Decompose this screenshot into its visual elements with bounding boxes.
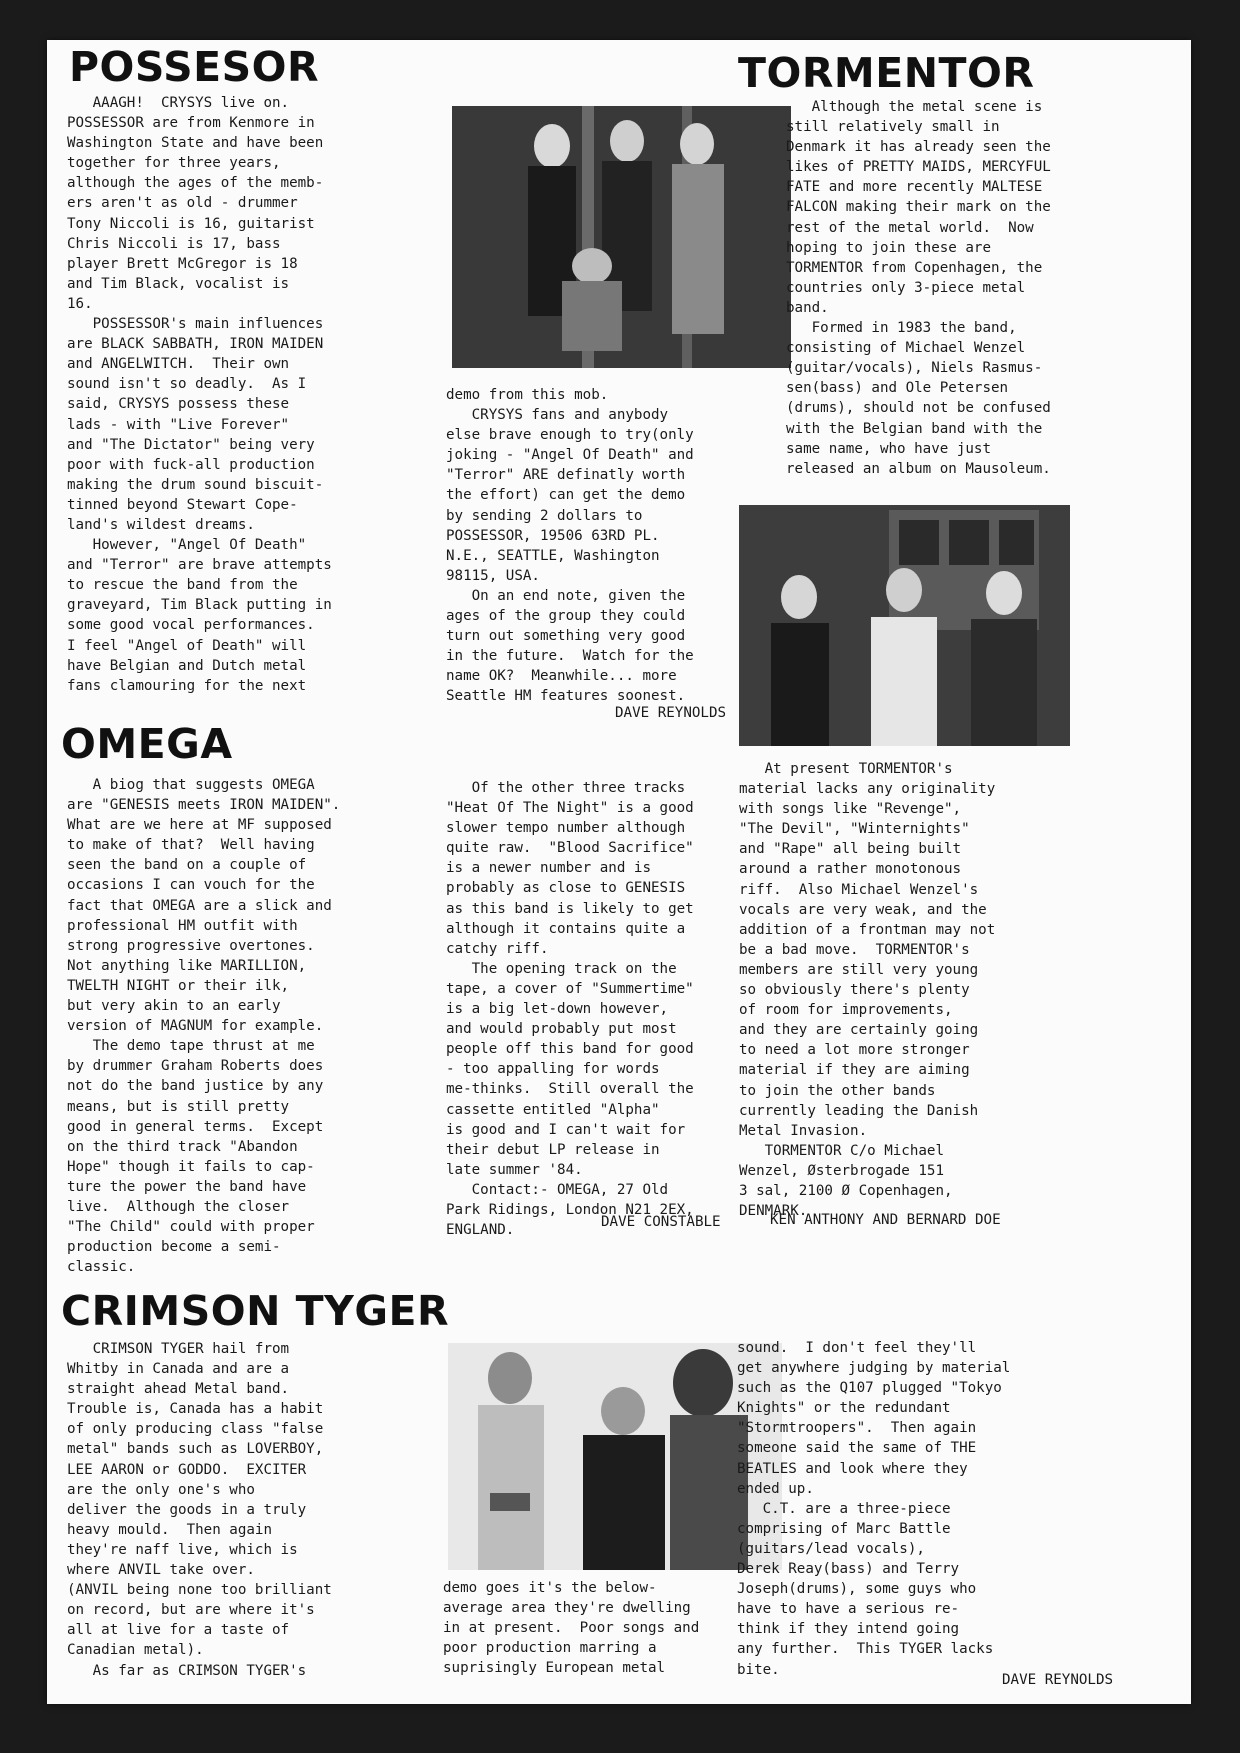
tormentor-col-top: Although the metal scene is still relatively small in Denmark it has already seen the likes of PRETTY MAIDS, MERCYFUL FATE and more recently MALTESE FALCON making their mark on the rest of the metal world. Now hoping to join these are TORMENTOR from Copenhagen, the countries only 3-piece metal band. Formed in 1983 the band, consisting of Michael Wenzel (guitar/vocals), Niels Rasmus- sen(bass) and Ole Petersen (drums), should not be confused with the Belgian band with the same name, who have just released an album on Mausoleum. [786, 99, 1051, 477]
omega-heading: OMEGA [61, 720, 233, 768]
omega-byline: DAVE CONSTABLE [601, 1214, 721, 1230]
crimson-tyger-byline: DAVE REYNOLDS [1002, 1672, 1114, 1688]
tormentor-band-photo [739, 505, 1070, 746]
tormentor-col-bottom: At present TORMENTOR's material lacks any originality with songs like "Revenge", "The Devil", "Winternights" and "Rape" all being built around a rather monotonous riff. Also Michael Wenzel's vocals are very weak, and the addition of a frontman may not be a bad move. TORMENTOR's members are still very young so obviously there's plenty of room for improvements, and they are certainly going to need a lot more stronger material if they are aiming to join the other bands currently leading the Danish Metal Invasion. TORMENTOR C/o Michael Wenzel, Østerbrogade 151 3 sal, 2100 Ø Copenhagen, DENMARK. [739, 761, 996, 1220]
tormentor-byline: KEN ANTHONY AND BERNARD DOE [770, 1212, 1001, 1228]
omega-col-1: A biog that suggests OMEGA are "GENESIS meets IRON MAIDEN". What are we here at MF supposed to make of that? Well having seen the band on a couple of occasions I can vouch for the fact that OMEGA are a slick and professional HM outfit with strong progressive overtones. Not anything like MARILLION, TWELTH NIGHT or their ilk, but very akin to an early version of MAGNUM for example. The demo tape thrust at me by drummer Graham Roberts does not do the band justice by any means, but is still pretty good in general terms. Except on the third track "Abandon Hope" though it fails to cap- ture the power the band have live. Although the closer "The Child" could with proper production become a semi- classic. [67, 777, 341, 1276]
possesor-byline: DAVE REYNOLDS [615, 705, 727, 721]
crimson-tyger-col-1: CRIMSON TYGER hail from Whitby in Canada and are a straight ahead Metal band. Trouble is, Canada has a habit of only producing class "false metal" bands such as LOVERBOY, LEE AARON or GODDO. EXCITER are the only one's who deliver the goods in a truly heavy mould. Then again they're naff live, which is where ANVIL take over. (ANVIL being none too brilliant on record, but are where it's all at live for a taste of Canadian metal). As far as CRIMSON TYGER's [67, 1341, 332, 1679]
possesor-col-1: AAAGH! CRYSYS live on. POSSESSOR are from Kenmore in Washington State and have been together for three years, although the ages of the memb- ers aren't as old - drummer Tony Niccoli is 16, guitarist Chris Niccoli is 17, bass player Brett McGregor is 18 and Tim Black, vocalist is 16. POSSESSOR's main influences are BLACK SABBATH, IRON MAIDEN and ANGELWITCH. Their own sound isn't so deadly. As I said, CRYSYS possess these lads - with "Live Forever" and "The Dictator" being very poor with fuck-all production making the drum sound biscuit- tinned beyond Stewart Cope- land's wildest dreams. However, "Angel Of Death" and "Terror" are brave attempts to rescue the band from the graveyard, Tim Black putting in some good vocal performances. I feel "Angel of Death" will have Belgian and Dutch metal fans clamouring for the next [67, 95, 332, 694]
tormentor-heading: TORMENTOR [738, 49, 1035, 97]
magazine-page [47, 40, 1191, 1704]
omega-col-2: Of the other three tracks "Heat Of The Night" is a good slower tempo number although quite raw. "Blood Sacrifice" is a newer number and is probably as close to GENESIS as this band is likely to get although it contains quite a catchy riff. The opening track on the tape, a cover of "Summertime" is a big let-down however, and would probably put most people off this band for good - too appalling for words me-thinks. Still overall the cassette entitled "Alpha" is good and I can't wait for their debut LP release in late summer '84. Contact:- OMEGA, 27 Old Park Ridings, London N21 2EX, ENGLAND. [446, 780, 694, 1239]
crimson-tyger-col-3: sound. I don't feel they'll get anywhere judging by material such as the Q107 plugged "Tokyo Knights" or the redundant "Stormtroopers". Then again someone said the same of THE BEATLES and look where they ended up. C.T. are a three-piece comprising of Marc Battle (guitars/lead vocals), Derek Reay(bass) and Terry Joseph(drums), some guys who have to have a serious re- think if they intend going any further. This TYGER lacks bite. [737, 1340, 1011, 1678]
crimson-tyger-heading: CRIMSON TYGER [61, 1287, 450, 1335]
possesor-band-photo [452, 106, 791, 368]
crimson-tyger-band-photo [448, 1343, 782, 1570]
possesor-heading: POSSESOR [69, 43, 320, 91]
crimson-tyger-col-2: demo goes it's the below- average area they're dwelling in at present. Poor songs and poor production marring a suprisingly European metal [443, 1580, 700, 1677]
possesor-col-2: demo from this mob. CRYSYS fans and anybody else brave enough to try(only joking - "Angel Of Death" and "Terror" ARE definatly worth the effort) can get the demo by sending 2 dollars to POSSESSOR, 19506 63RD PL. N.E., SEATTLE, Washington 98115, USA. On an end note, given the ages of the group they could turn out something very good in the future. Watch for the name OK? Meanwhile... more Seattle HM features soonest. [446, 387, 694, 705]
